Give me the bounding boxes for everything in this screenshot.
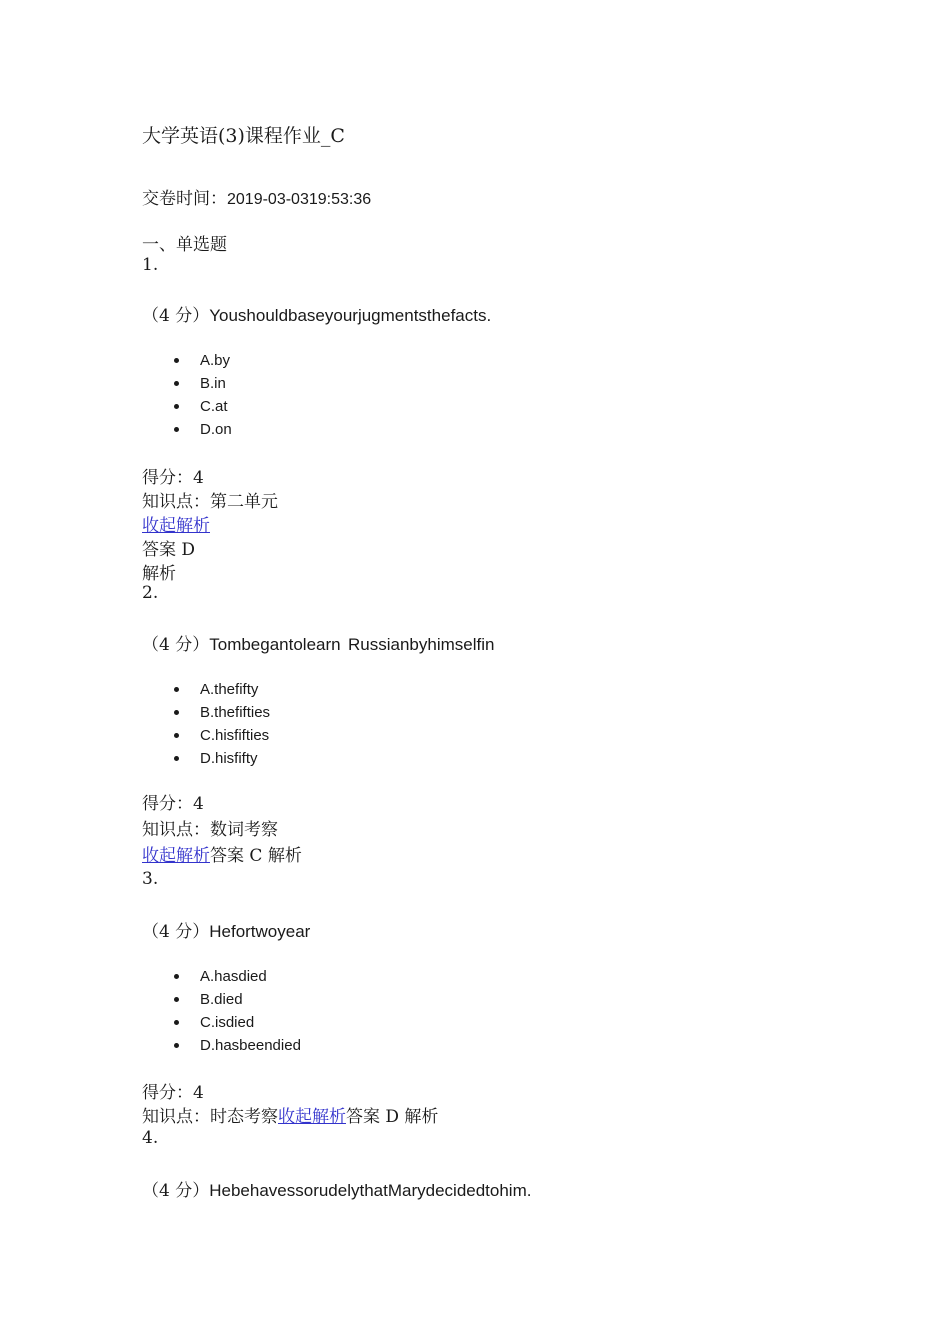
answer-text: 答案 C 解析	[210, 846, 302, 866]
option-a[interactable]: A.hasdied	[174, 965, 301, 988]
option-list	[174, 678, 270, 770]
question-stem	[142, 630, 341, 655]
question-number: 4.	[142, 1128, 159, 1148]
option-d[interactable]: D.on	[174, 418, 232, 441]
option-list	[174, 965, 301, 1057]
option-a[interactable]: A.thefifty	[174, 678, 270, 701]
analysis-label: 解析	[142, 564, 176, 584]
collapse-analysis-link[interactable]: 收起解析	[142, 516, 210, 536]
question-text: HebehavessorudelythatMarydecidedtohim.	[209, 1181, 532, 1200]
question-number: 3.	[142, 869, 159, 889]
question-stem	[142, 1176, 531, 1201]
question-number: 1.	[142, 255, 159, 275]
option-b[interactable]: B.thefifties	[174, 701, 270, 724]
option-d[interactable]: D.hasbeendied	[174, 1034, 301, 1057]
submit-time-label: 交卷时间：	[142, 189, 227, 209]
section-title: 一、单选题	[142, 235, 227, 255]
page-title: 大学英语(3)课程作业_C	[142, 125, 345, 147]
submit-time-value: 2019-03-0319:53:36	[227, 191, 372, 208]
score-text: 得分：4	[142, 794, 204, 814]
answer-text: 答案 D 解析	[346, 1107, 439, 1127]
submit-time	[142, 184, 371, 209]
question-text: Tombegantolearn	[209, 635, 341, 654]
option-c[interactable]: C.hisfifties	[174, 724, 270, 747]
knowledge-point: 知识点：数词考察	[142, 820, 278, 840]
question-stem	[142, 917, 310, 942]
question-points: （4 分）	[142, 635, 210, 655]
option-d[interactable]: D.hisfifty	[174, 747, 270, 770]
question-text-tail: Russianbyhimselfin	[348, 635, 495, 654]
option-c[interactable]: C.at	[174, 395, 232, 418]
question-points: （4 分）	[142, 1181, 210, 1201]
question-points: （4 分）	[142, 306, 210, 326]
score-text: 得分：4	[142, 1083, 204, 1103]
option-a[interactable]: A.by	[174, 349, 232, 372]
knowledge-point: 知识点：第二单元	[142, 492, 278, 512]
option-list	[174, 349, 232, 441]
collapse-analysis-link[interactable]: 收起解析	[142, 846, 210, 866]
question-number: 2.	[142, 583, 159, 603]
question-points: （4 分）	[142, 922, 210, 942]
collapse-analysis-link[interactable]: 收起解析	[278, 1107, 346, 1127]
option-b[interactable]: B.in	[174, 372, 232, 395]
question-text: Youshouldbaseyourjugmentsthefacts.	[209, 306, 492, 325]
question-text: Hefortwoyear	[209, 922, 311, 941]
answer-text: 答案 D	[142, 540, 196, 560]
score-text: 得分：4	[142, 468, 204, 488]
knowledge-analysis-row	[142, 1102, 438, 1127]
question-stem	[142, 301, 491, 326]
analysis-row	[142, 841, 302, 866]
option-b[interactable]: B.died	[174, 988, 301, 1011]
knowledge-point: 知识点：时态考察	[142, 1107, 278, 1127]
option-c[interactable]: C.isdied	[174, 1011, 301, 1034]
